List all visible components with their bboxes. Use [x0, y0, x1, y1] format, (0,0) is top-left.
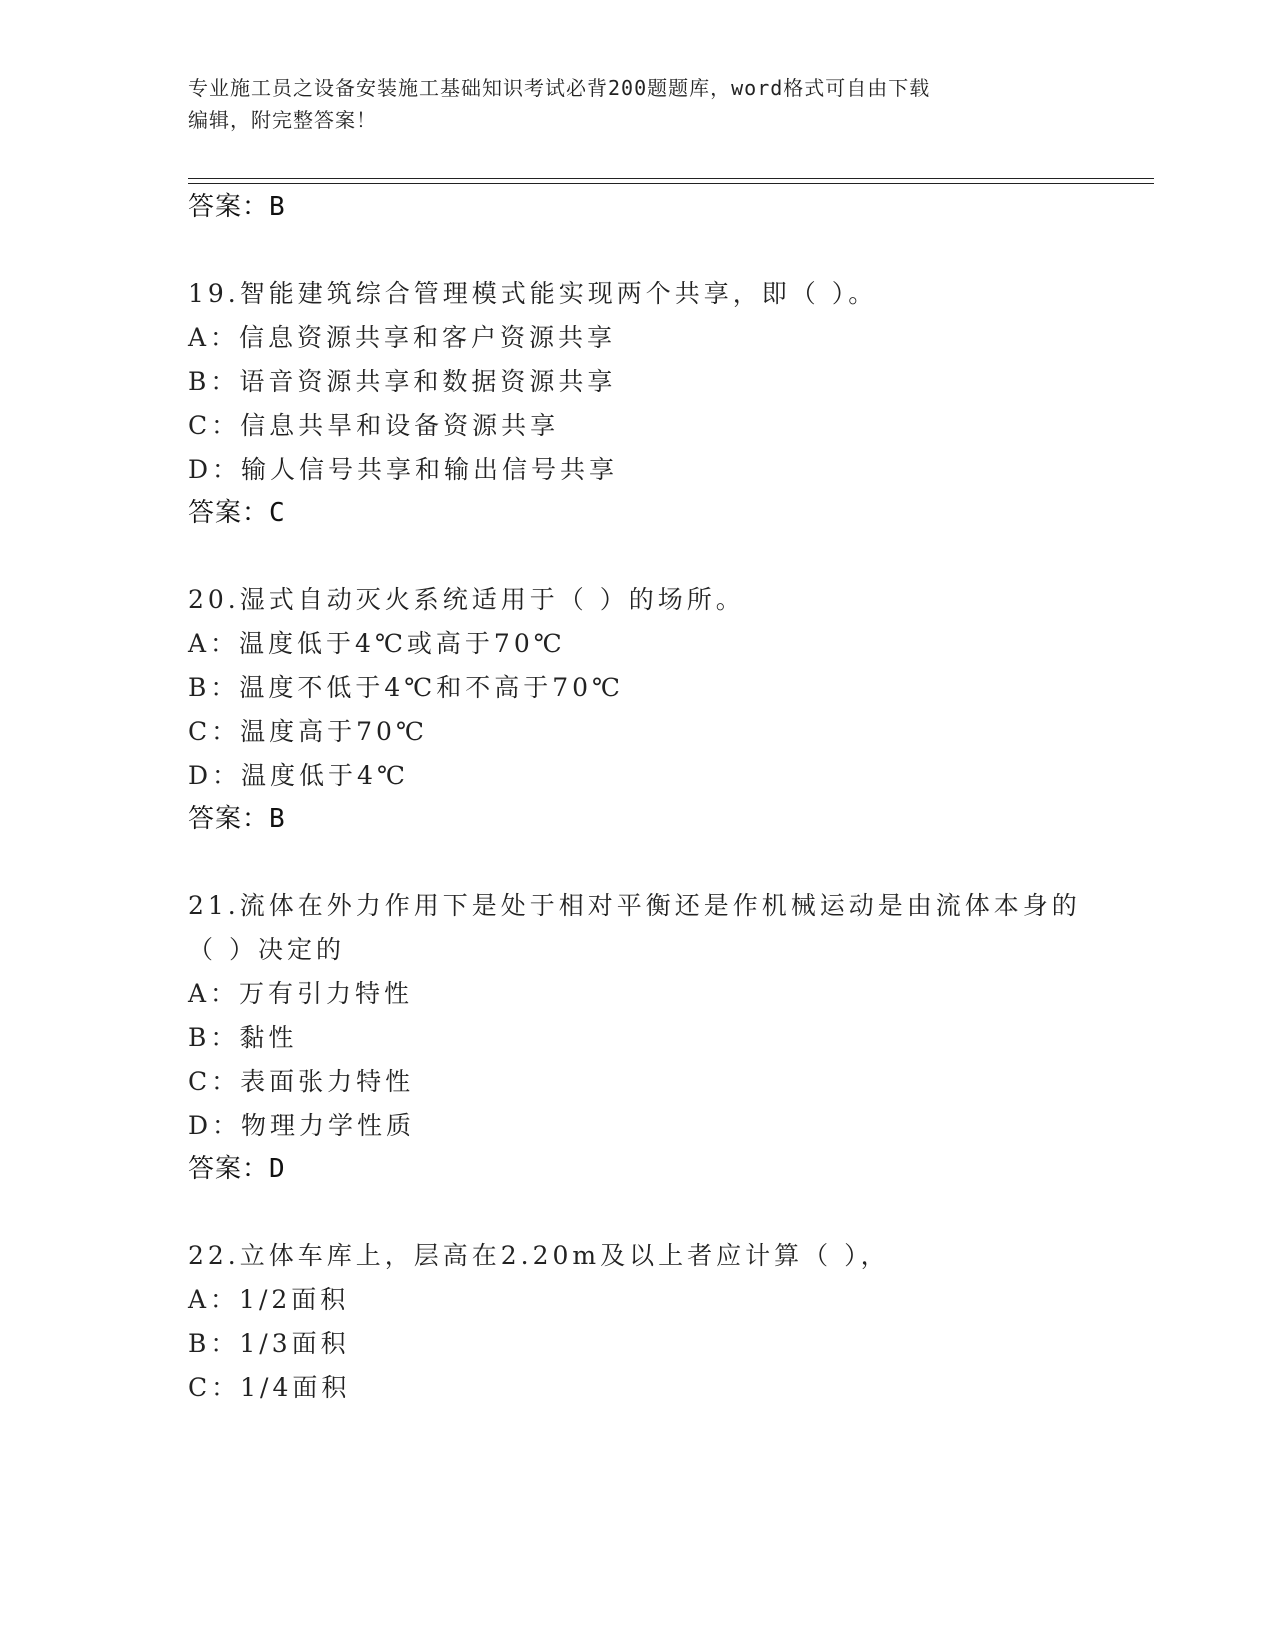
header-title-line-2: 编辑，附完整答案！ — [188, 108, 377, 132]
question-19-option-c: C：信息共旱和设备资源共享 — [188, 411, 560, 440]
question-20-option-b: B：温度不低于4℃和不高于70℃ — [188, 673, 625, 702]
question-19-stem: 19.智能建筑综合管理模式能实现两个共享，即（ ）。 — [188, 279, 878, 308]
question-19-answer: 答案：C — [188, 498, 286, 528]
question-19-option-a: A：信息资源共享和客户资源共享 — [188, 323, 617, 352]
header-title-line-1: 专业施工员之设备安装施工基础知识考试必背200题题库，word格式可自由下载 — [188, 76, 931, 100]
question-21-option-a: A：万有引力特性 — [188, 979, 414, 1008]
question-21-stem-line-2: （ ）决定的 — [188, 935, 345, 964]
question-22-option-c: C：1/4面积 — [188, 1373, 351, 1402]
question-19-option-d: D：输人信号共享和输出信号共享 — [188, 455, 619, 484]
question-21-option-d: D：物理力学性质 — [188, 1111, 416, 1140]
header-divider-bottom — [188, 183, 1154, 184]
question-21-stem-line-1: 21.流体在外力作用下是处于相对平衡还是作机械运动是由流体本身的 — [188, 891, 1081, 920]
question-22-stem: 22.立体车库上，层高在2.20m及以上者应计算（ ）， — [188, 1241, 890, 1270]
question-22-option-b: B：1/3面积 — [188, 1329, 350, 1358]
question-22-option-a: A：1/2面积 — [188, 1285, 350, 1314]
document-header — [188, 72, 1068, 136]
previous-question-answer: 答案：B — [188, 192, 286, 222]
question-19-option-b: B：语音资源共享和数据资源共享 — [188, 367, 617, 396]
question-20-stem: 20.湿式自动灭火系统适用于（ ）的场所。 — [188, 585, 745, 614]
question-20-option-d: D：温度低于4℃ — [188, 761, 409, 790]
header-divider-top — [188, 178, 1154, 179]
question-21-answer: 答案：D — [188, 1154, 286, 1184]
question-20-option-a: A：温度低于4℃或高于70℃ — [188, 629, 566, 658]
question-20-answer: 答案：B — [188, 804, 286, 834]
question-20-option-c: C：温度高于70℃ — [188, 717, 428, 746]
question-21-option-b: B：黏性 — [188, 1023, 298, 1052]
question-21-option-c: C：表面张力特性 — [188, 1067, 415, 1096]
